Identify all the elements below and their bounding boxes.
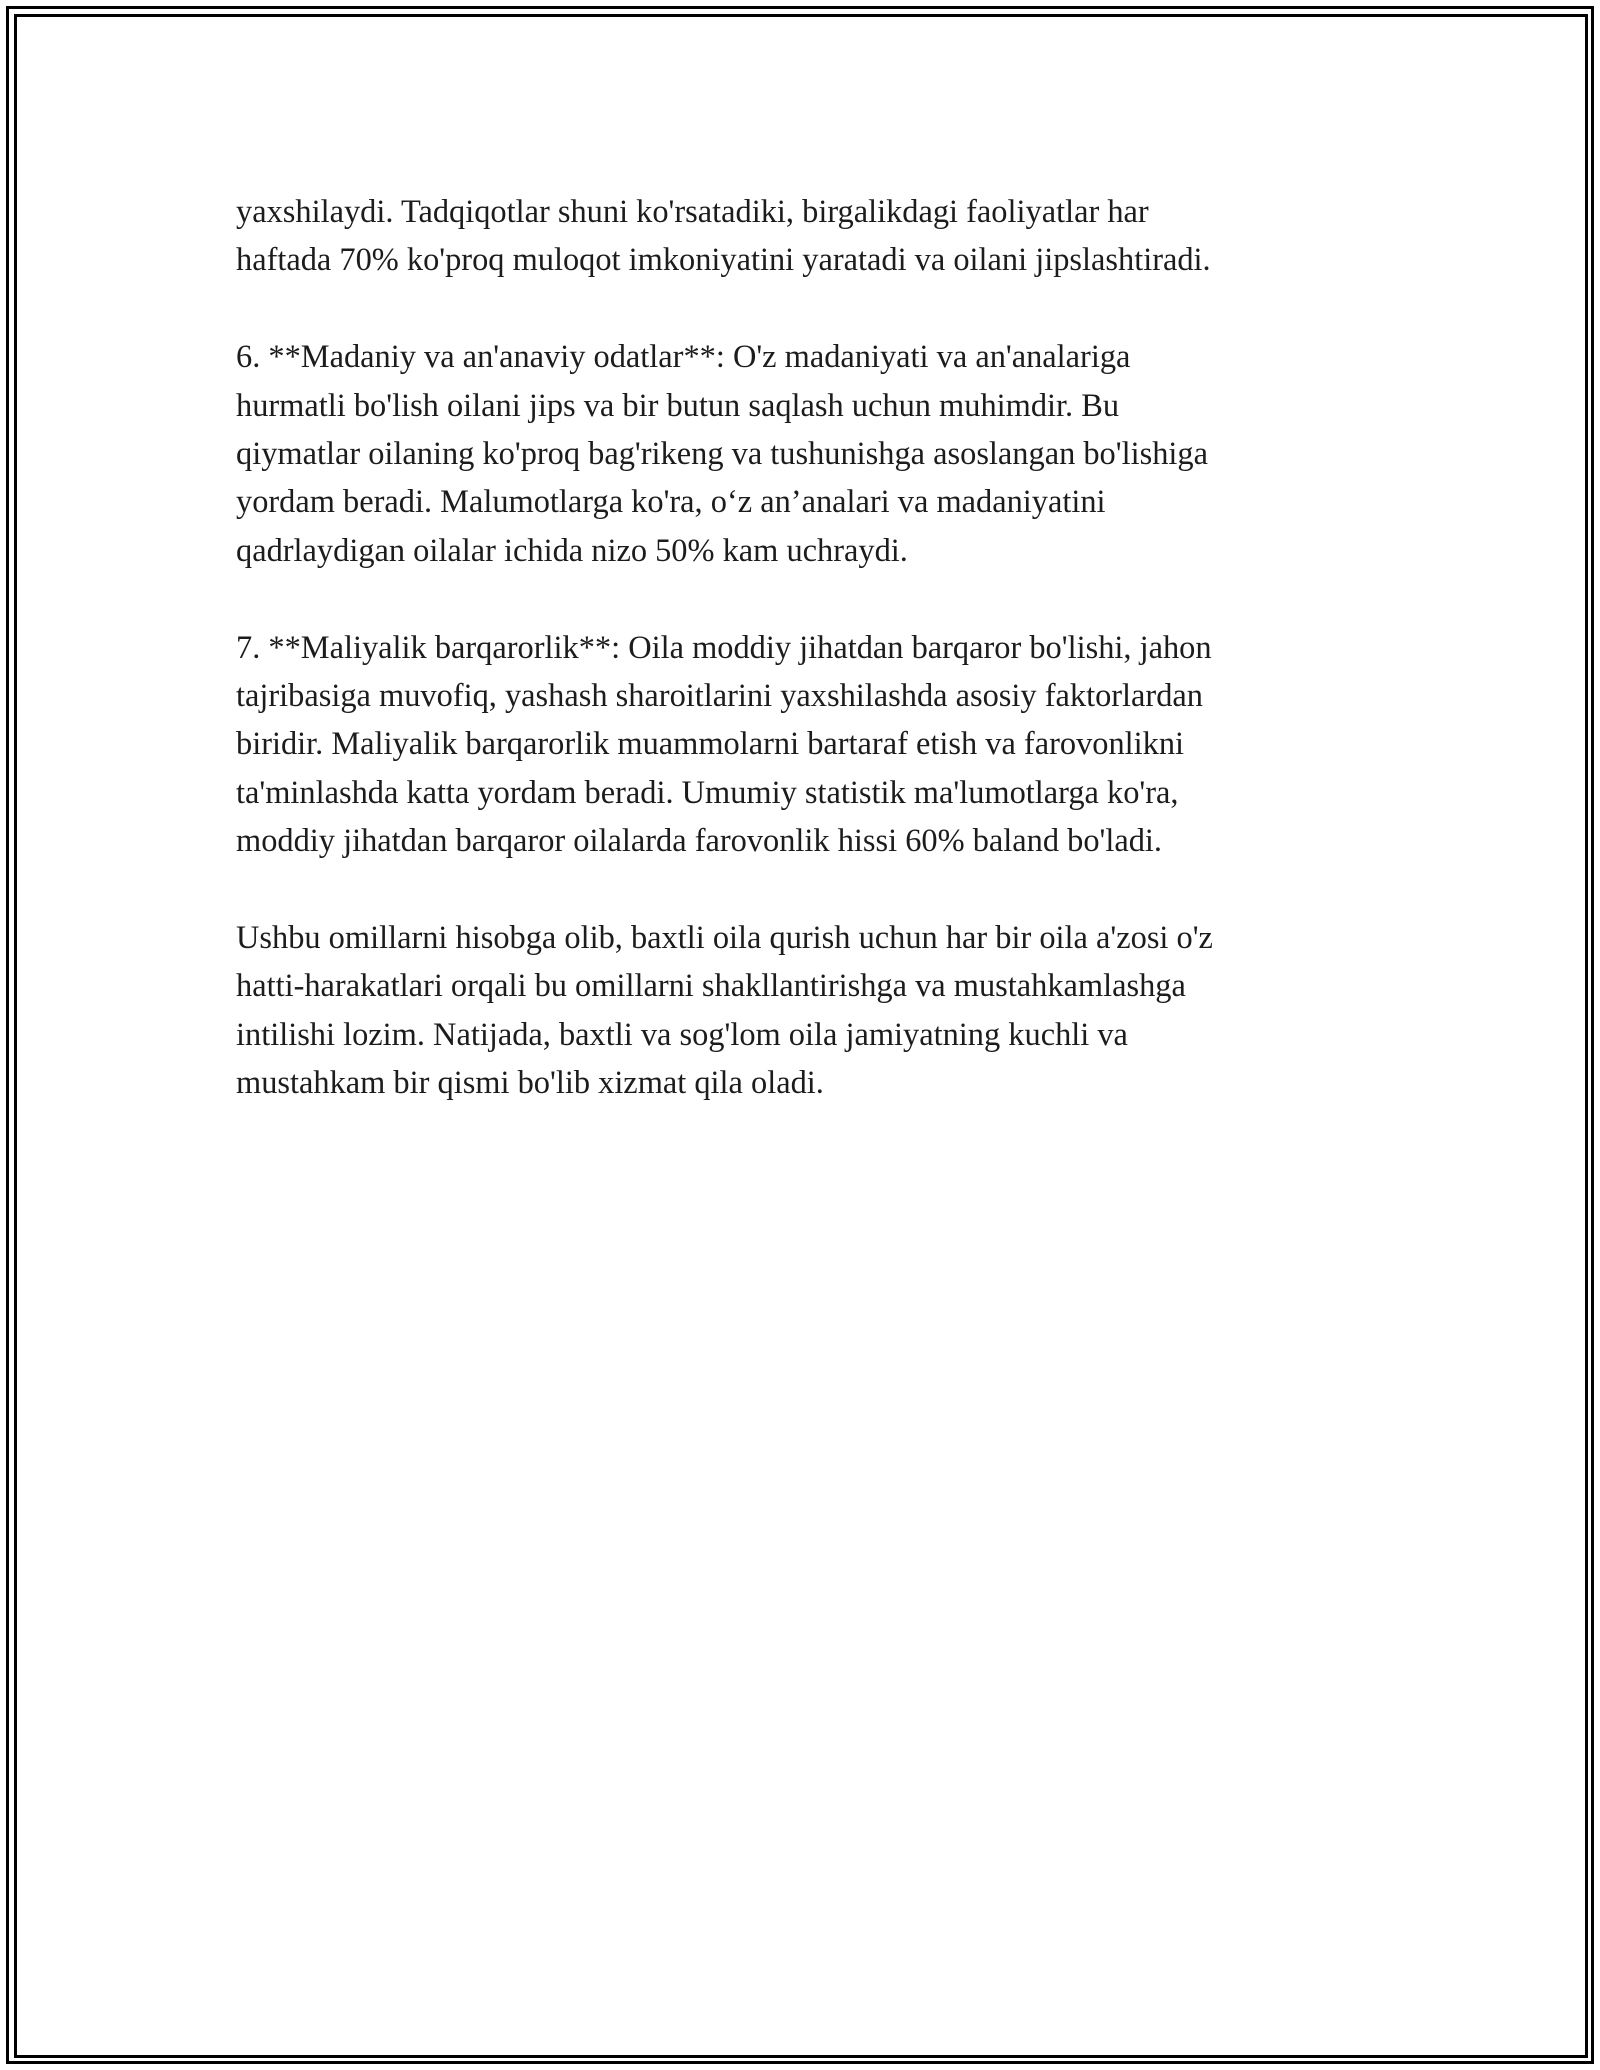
document-body [236, 188, 1376, 1108]
paragraph-financial-stability [236, 624, 1376, 866]
text-line: 6. **Madaniy va an'anaviy odatlar**: O'z madaniyati va an'analariga [236, 339, 1131, 376]
text-line: qadrlaydigan oilalar ichida nizo 50% kam uchraydi. [236, 532, 908, 569]
paragraph-activities-continued [236, 188, 1376, 285]
text-line: 7. **Maliyalik barqarorlik**: Oila moddiy jihatdan barqaror bo'lishi, jahon [236, 629, 1212, 666]
text-line: ta'minlashda katta yordam beradi. Umumiy statistik ma'lumotlarga ko'ra, [236, 774, 1179, 811]
text-line: yaxshilaydi. Tadqiqotlar shuni ko'rsatadiki, birgalikdagi faoliyatlar har [236, 194, 1149, 230]
text-line: intilishi lozim. Natijada, baxtli va sog'lom oila jamiyatning kuchli va [236, 1016, 1128, 1053]
text-line: mustahkam bir qismi bo'lib xizmat qila oladi. [236, 1065, 824, 1102]
paragraph-cultural-traditions [236, 333, 1376, 575]
text-line: yordam beradi. Malumotlarga ko'ra, o‘z an’analari va madaniyatini [236, 484, 1106, 521]
text-line: moddiy jihatdan barqaror oilalarda farovonlik hissi 60% baland bo'ladi. [236, 823, 1163, 860]
text-line: hurmatli bo'lish oilani jips va bir butun saqlash uchun muhimdir. Bu [236, 387, 1120, 424]
text-line: biridir. Maliyalik barqarorlik muammolarni bartaraf etish va farovonlikni [236, 726, 1185, 763]
text-line: qiymatlar oilaning ko'proq bag'rikeng va tushunishga asoslangan bo'lishiga [236, 436, 1208, 473]
text-line: haftada 70% ko'proq muloqot imkoniyatini yaratadi va oilani jipslashtiradi. [236, 242, 1211, 279]
text-line: hatti-harakatlari orqali bu omillarni shakllantirishga va mustahkamlashga [236, 968, 1186, 1005]
text-line: Ushbu omillarni hisobga olib, baxtli oila qurish uchun har bir oila a'zosi o'z [236, 920, 1213, 957]
paragraph-conclusion [236, 914, 1376, 1108]
text-line: tajribasiga muvofiq, yashash sharoitlarini yaxshilashda asosiy faktorlardan [236, 678, 1203, 715]
